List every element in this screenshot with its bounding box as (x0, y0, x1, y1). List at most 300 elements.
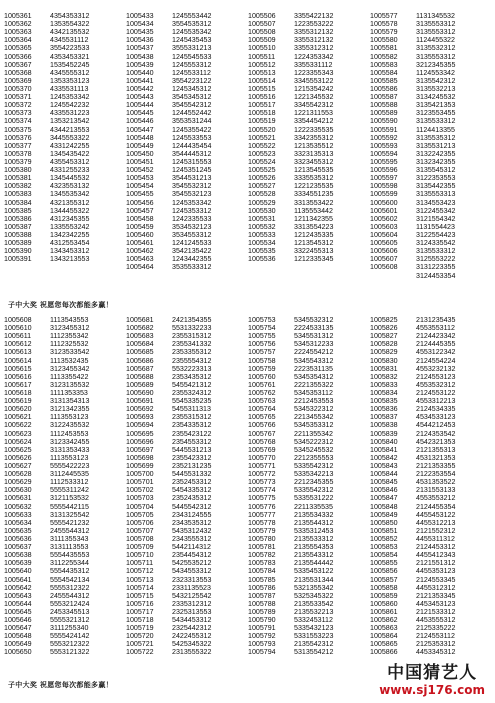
row-id: 1005514 (248, 76, 276, 85)
row-value: 5345353112 (294, 388, 333, 397)
row-value: 1112355342 (50, 332, 89, 341)
row-value: 4455453122 (416, 510, 456, 519)
row-value: 2353435312 (172, 372, 212, 381)
row-id: 1005859 (370, 591, 398, 600)
row-id: 1005464 (126, 263, 154, 272)
row-value: 2121353355 (416, 461, 456, 470)
row-value: 1244552442 (172, 109, 212, 118)
row-id: 1005780 (248, 534, 276, 543)
row-id: 1005526 (248, 174, 276, 183)
row-id: 1005462 (126, 247, 154, 256)
watermark-url: www.sj176.com (379, 683, 485, 697)
row-value: 4335531113 (50, 84, 89, 93)
row-id: 1005513 (248, 68, 276, 77)
row-id: 1005444 (126, 101, 154, 110)
row-value: 3554223533 (50, 44, 90, 53)
row-id: 1005448 (126, 133, 154, 142)
row-value: 2122353554 (416, 470, 456, 479)
row-value: 1245545533 (172, 52, 212, 61)
row-id: 1005616 (4, 372, 32, 381)
row-value: 1221311553 (294, 109, 333, 118)
row-id: 1005778 (248, 518, 276, 527)
row-id: 1005389 (4, 239, 32, 248)
row-id: 1005390 (4, 247, 32, 256)
row-id: 1005456 (126, 198, 154, 207)
row-value: 2135544312 (294, 518, 334, 527)
row-value: 1353213542 (50, 117, 90, 126)
row-id: 1005758 (248, 356, 276, 365)
row-id: 1005587 (370, 93, 398, 102)
row-id: 1005528 (248, 190, 276, 199)
row-value: 2343535312 (172, 518, 212, 527)
row-value: 5555311242 (50, 486, 89, 495)
row-value: 3121153532 (50, 494, 89, 503)
row-id: 1005366 (4, 52, 32, 61)
row-value: 2211335535 (294, 502, 333, 511)
row-id: 1005705 (126, 510, 154, 519)
row-id: 1005364 (4, 36, 32, 45)
row-value: 4455353123 (416, 567, 456, 576)
row-value: 1113553123 (50, 453, 89, 462)
row-id: 1005683 (126, 332, 154, 341)
row-value: 2125353312 (416, 640, 456, 649)
row-id: 1005681 (126, 316, 154, 324)
row-id: 1005529 (248, 198, 276, 207)
row-value: 4531321353 (416, 453, 456, 462)
row-value: 3334551235 (294, 190, 334, 199)
row-value: 2124423342 (416, 332, 456, 341)
row-id: 1005852 (370, 534, 398, 543)
row-value: 3534553312 (172, 230, 212, 239)
row-value: 1342342255 (50, 230, 90, 239)
row-value: 2212453553 (294, 397, 334, 406)
row-value: 4534533123 (416, 413, 456, 422)
row-id: 1005785 (248, 575, 276, 584)
row-value: 1343453312 (50, 247, 90, 256)
column-group (4, 12, 126, 280)
row-id: 1005386 (4, 214, 32, 223)
row-id: 1005829 (370, 348, 398, 357)
row-value: 2224533135 (294, 324, 334, 333)
row-value: 2352131235 (172, 461, 212, 470)
row-id: 1005761 (248, 380, 276, 389)
row-id: 1005457 (126, 206, 154, 215)
row-value: 1221345532 (294, 93, 334, 102)
row-value: 1112325532 (50, 340, 89, 349)
row-id: 1005535 (248, 247, 276, 256)
row-value: 3131325542 (50, 510, 90, 519)
row-value: 3131223355 (416, 263, 456, 272)
row-id: 1005439 (126, 60, 154, 69)
row-id: 1005754 (248, 324, 276, 333)
row-value: 3445553322 (50, 133, 90, 142)
row-id: 1005850 (370, 518, 398, 527)
row-value: 3111355343 (50, 534, 89, 543)
row-id: 1005639 (4, 559, 32, 568)
row-value: 1535452245 (50, 60, 90, 69)
row-id: 1005791 (248, 624, 276, 633)
row-id: 1005714 (126, 583, 154, 592)
row-id: 1005691 (126, 397, 154, 406)
row-value: 3545542312 (172, 101, 212, 110)
row-id: 1005842 (370, 453, 398, 462)
row-value: 3135421353 (416, 101, 456, 110)
row-id: 1005690 (126, 388, 154, 397)
row-id: 1005722 (126, 648, 154, 657)
row-id: 1005606 (370, 247, 398, 256)
row-value: 3123455342 (50, 364, 90, 373)
row-value: 1224353342 (294, 52, 334, 61)
row-id: 1005825 (370, 316, 398, 324)
row-id: 1005712 (126, 567, 154, 576)
row-id: 1005458 (126, 214, 154, 223)
row-value: 3122353553 (416, 174, 456, 183)
row-id: 1005384 (4, 198, 32, 207)
row-value: 3555331213 (172, 44, 212, 53)
row-value: 3123342455 (50, 437, 90, 446)
row-id: 1005854 (370, 551, 398, 560)
row-value: 3123455312 (50, 324, 90, 333)
id-column (126, 316, 168, 657)
row-value: 4345555312 (50, 68, 90, 77)
row-value: 4544212453 (416, 421, 456, 430)
row-value: 1221235535 (294, 182, 334, 191)
row-id: 1005865 (370, 640, 398, 649)
row-id: 1005827 (370, 332, 398, 341)
row-value: 1245355422 (172, 125, 212, 134)
row-id: 1005506 (248, 12, 276, 20)
row-id: 1005583 (370, 60, 398, 69)
row-value: 2343555312 (172, 534, 212, 543)
row-value: 1223553222 (294, 20, 334, 29)
row-id: 1005597 (370, 174, 398, 183)
row-value: 2135554353 (294, 543, 334, 552)
row-id: 1005838 (370, 421, 398, 430)
row-value: 5553212424 (50, 599, 90, 608)
row-id: 1005632 (4, 502, 32, 511)
row-value: 3544445312 (172, 149, 212, 158)
row-value: 5531332233 (172, 324, 212, 333)
row-id: 1005698 (126, 453, 154, 462)
row-value: 2352435312 (172, 494, 212, 503)
row-value: 1345535342 (50, 190, 90, 199)
row-value: 4553553212 (416, 494, 456, 503)
row-id: 1005688 (126, 372, 154, 381)
row-value: 2124553345 (416, 575, 456, 584)
row-id: 1005630 (4, 486, 32, 495)
row-id: 1005461 (126, 239, 154, 248)
row-id: 1005703 (126, 494, 154, 503)
row-value: 3545532312 (172, 182, 212, 191)
column-group (370, 316, 492, 657)
row-value: 2355423312 (172, 453, 212, 462)
row-id: 1005517 (248, 101, 276, 110)
row-id: 1005388 (4, 230, 32, 239)
row-id: 1005594 (370, 149, 398, 158)
row-id: 1005699 (126, 461, 154, 470)
row-value: 1135553442 (294, 206, 333, 215)
row-id: 1005436 (126, 36, 154, 45)
row-value: 2354454312 (172, 551, 212, 560)
row-value: 2131235435 (416, 316, 456, 324)
row-value: 5345353312 (294, 421, 334, 430)
row-id: 1005378 (4, 149, 32, 158)
row-value: 5555424142 (50, 632, 90, 641)
row-value: 4542321353 (416, 437, 456, 446)
row-value: 3542135422 (172, 247, 212, 256)
row-id: 1005786 (248, 583, 276, 592)
row-id: 1005635 (4, 526, 32, 535)
row-value: 5555442115 (50, 502, 89, 511)
row-value: 2221355322 (294, 380, 334, 389)
row-id: 1005831 (370, 364, 398, 373)
row-value: 4353453321 (50, 52, 90, 61)
row-id: 1005454 (126, 182, 154, 191)
id-column (126, 12, 168, 280)
value-column (168, 12, 248, 280)
row-id: 1005523 (248, 149, 276, 158)
row-value: 5345322312 (294, 405, 334, 414)
row-value: 1215354242 (294, 84, 334, 93)
row-value: 3135553312 (416, 52, 456, 61)
row-value: 5445531213 (172, 445, 212, 454)
row-id: 1005518 (248, 109, 276, 118)
row-id: 1005826 (370, 324, 398, 333)
row-id: 1005527 (248, 182, 276, 191)
row-value: 4321355312 (50, 198, 90, 207)
row-id: 1005830 (370, 356, 398, 365)
row-value: 2124553122 (416, 388, 456, 397)
row-id: 1005608 (4, 316, 32, 324)
row-id: 1005645 (4, 607, 32, 616)
row-value: 4453555312 (416, 616, 456, 625)
row-value: 1113355422 (50, 372, 89, 381)
row-id: 1005790 (248, 616, 276, 625)
row-id: 1005524 (248, 157, 276, 166)
row-value: 2422455312 (172, 632, 212, 641)
row-id: 1005604 (370, 230, 398, 239)
row-id: 1005452 (126, 166, 154, 175)
row-value: 3534532123 (172, 222, 212, 231)
row-id: 1005592 (370, 133, 398, 142)
row-id: 1005636 (4, 534, 32, 543)
row-id: 1005649 (4, 640, 32, 649)
row-value: 4553553112 (416, 324, 455, 333)
row-value: 1112453553 (50, 429, 89, 438)
row-id: 1005794 (248, 648, 276, 657)
row-value: 2213455342 (294, 413, 334, 422)
row-id: 1005367 (4, 60, 32, 69)
row-id: 1005687 (126, 364, 154, 373)
row-value: 5545335235 (172, 397, 212, 406)
row-id: 1005783 (248, 559, 276, 568)
row-value: 2352453312 (172, 478, 212, 487)
row-id: 1005767 (248, 429, 276, 438)
row-id: 1005642 (4, 583, 32, 592)
row-id: 1005644 (4, 599, 32, 608)
row-value: 5335453122 (294, 567, 334, 576)
row-id: 1005522 (248, 141, 276, 150)
row-value: 5553121322 (50, 648, 90, 657)
row-id: 1005515 (248, 84, 276, 93)
row-value: 3135553312 (416, 28, 456, 37)
row-value: 2121355313 (416, 445, 456, 454)
row-id: 1005607 (370, 255, 398, 264)
row-value: 3121342355 (50, 405, 90, 414)
row-value: 1245351245 (172, 166, 212, 175)
row-id: 1005753 (248, 316, 276, 324)
row-id: 1005614 (4, 356, 32, 365)
row-id: 1005710 (126, 551, 154, 560)
value-column (412, 12, 492, 280)
row-value: 2135543312 (294, 551, 334, 560)
row-value: 2355423122 (172, 429, 212, 438)
row-id: 1005769 (248, 445, 276, 454)
row-id: 1005855 (370, 559, 398, 568)
row-value: 3123135532 (50, 380, 90, 389)
row-id: 1005840 (370, 437, 398, 446)
row-value: 2124554224 (416, 356, 456, 365)
row-value: 4453453123 (416, 599, 456, 608)
row-id: 1005847 (370, 494, 398, 503)
row-id: 1005507 (248, 20, 276, 29)
row-id: 1005603 (370, 222, 398, 231)
row-id: 1005755 (248, 332, 276, 341)
id-column (248, 316, 290, 657)
row-id: 1005858 (370, 583, 398, 592)
row-id: 1005762 (248, 388, 276, 397)
row-id: 1005717 (126, 607, 154, 616)
row-id: 1005633 (4, 510, 32, 519)
row-value: 4345531112 (50, 36, 89, 45)
row-value: 3355422132 (294, 12, 334, 20)
row-value: 1131345532 (416, 12, 455, 20)
row-value: 5335542312 (294, 461, 334, 470)
row-id: 1005530 (248, 206, 276, 215)
row-value: 5335342213 (294, 470, 334, 479)
row-value: 2355554312 (172, 356, 212, 365)
row-value: 3342355312 (294, 133, 334, 142)
row-id: 1005779 (248, 526, 276, 535)
row-id: 1005577 (370, 12, 398, 20)
row-value: 5554435553 (50, 551, 90, 560)
row-id: 1005864 (370, 632, 398, 641)
row-value: 3131354313 (50, 397, 90, 406)
watermark-title: 中国猜艺人 (387, 663, 478, 683)
row-id: 1005784 (248, 567, 276, 576)
row-value: 3111255340 (50, 624, 89, 633)
row-value: 1244435454 (172, 141, 212, 150)
row-value: 4342135532 (50, 28, 90, 37)
row-id: 1005372 (4, 101, 32, 110)
row-id: 1005771 (248, 461, 276, 470)
row-id: 1005774 (248, 486, 276, 495)
row-id: 1005846 (370, 486, 398, 495)
row-value: 5335432123 (294, 624, 334, 633)
row-value: 1113532435 (50, 356, 89, 365)
id-column (4, 12, 46, 280)
row-value: 2131553133 (416, 486, 456, 495)
row-id: 1005598 (370, 182, 398, 191)
row-value: 5325345322 (294, 591, 334, 600)
row-id: 1005612 (4, 340, 32, 349)
row-id: 1005706 (126, 518, 154, 527)
row-id: 1005608 (370, 263, 398, 272)
row-id: 1005520 (248, 125, 276, 134)
row-value: 3112445535 (50, 470, 89, 479)
row-value: 3112255344 (50, 559, 89, 568)
row-id: 1005370 (4, 84, 32, 93)
row-id: 1005628 (4, 470, 32, 479)
row-value: 3544531213 (172, 174, 212, 183)
row-value: 4455312213 (416, 518, 456, 527)
value-column (46, 316, 126, 657)
row-value: 3135535312 (416, 133, 456, 142)
row-value: 1245553312 (172, 60, 212, 69)
row-id: 1005793 (248, 640, 276, 649)
row-id: 1005387 (4, 222, 32, 231)
row-id: 1005697 (126, 445, 154, 454)
row-id: 1005451 (126, 157, 154, 166)
row-value: 5332453112 (294, 616, 333, 625)
row-id: 1005508 (248, 28, 276, 37)
row-value: 3313553422 (294, 198, 334, 207)
row-id: 1005715 (126, 591, 154, 600)
row-id: 1005833 (370, 380, 398, 389)
row-value: 1242335533 (172, 214, 212, 223)
row-value: 3535533312 (172, 263, 212, 272)
row-value: 1124553342 (416, 68, 455, 77)
row-value: 3135532213 (416, 84, 456, 93)
row-id: 1005443 (126, 93, 154, 102)
row-id: 1005772 (248, 470, 276, 479)
row-id: 1005682 (126, 324, 154, 333)
row-id: 1005721 (126, 640, 154, 649)
row-value: 2135542312 (294, 640, 334, 649)
row-value: 5345543312 (294, 356, 334, 365)
row-value: 4312345355 (50, 214, 90, 223)
row-value: 3554535312 (172, 20, 212, 29)
row-id: 1005777 (248, 510, 276, 519)
row-id: 1005760 (248, 372, 276, 381)
row-id: 1005634 (4, 518, 32, 527)
row-id: 1005643 (4, 591, 32, 600)
row-value: 1245353342 (50, 93, 90, 102)
row-id: 1005536 (248, 255, 276, 264)
row-id: 1005766 (248, 421, 276, 430)
row-value: 3323135313 (294, 149, 334, 158)
row-value: 5445531332 (172, 470, 212, 479)
row-id: 1005866 (370, 648, 398, 657)
row-id: 1005622 (4, 421, 32, 430)
row-id: 1005373 (4, 109, 32, 118)
row-id: 1005716 (126, 599, 154, 608)
row-value: 2124553123 (416, 372, 456, 381)
row-value: 5555421232 (50, 518, 90, 527)
row-id: 1005692 (126, 405, 154, 414)
row-value: 5555321312 (50, 616, 90, 625)
row-value: 2135532213 (294, 607, 334, 616)
site-watermark (379, 658, 485, 697)
row-value: 4553312213 (416, 397, 456, 406)
row-value: 1245435453 (172, 36, 212, 45)
row-id: 1005453 (126, 174, 154, 183)
row-value: 5554542134 (50, 575, 90, 584)
row-id: 1005447 (126, 125, 154, 134)
note-top: 子中大奖 祝愿您每次都能多赢！ (8, 301, 113, 309)
row-id: 1005775 (248, 494, 276, 503)
row-value: 1222335535 (294, 125, 334, 134)
